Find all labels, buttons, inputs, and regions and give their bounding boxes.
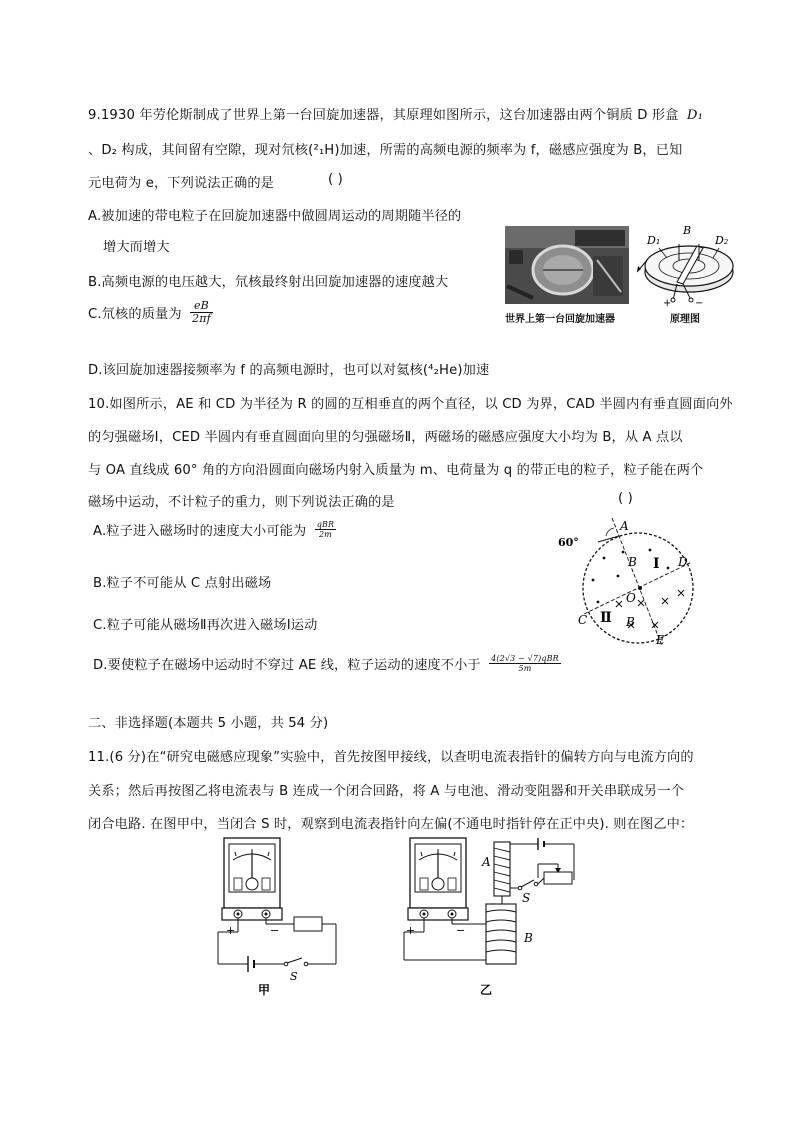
circuit-figure-yi <box>398 836 588 998</box>
q11-line-1: 11.(6 分)在“研究电磁感应现象”实验中，首先按图甲接线，以查明电流表指针的偏转方向与电流方向的 <box>88 750 694 765</box>
jia-caption: 甲 <box>258 983 271 996</box>
label-c: C <box>578 613 588 627</box>
q10-option-d-text: D.要使粒子在磁场中运动时不穿过 AE 线，粒子运动的速度不小于 <box>93 658 481 673</box>
q10-line-3: 与 OA 直线成 60° 角的方向沿圆面向磁场内射入质量为 m、电荷量为 q 的带正电的粒子，粒子能在两个 <box>88 463 704 478</box>
q9-option-a-line-1: A.被加速的带电粒子在回旋加速器中做圆周运动的周期随半径的 <box>88 209 462 224</box>
section-2-heading: 二、非选择题(本题共 5 小题，共 54 分) <box>88 716 329 731</box>
q10-line-2: 的匀强磁场Ⅰ，CED 半圆内有垂直圆面向里的匀强磁场Ⅱ，两磁场的磁感应强度大小均为 B，从 A 点以 <box>88 430 683 445</box>
label-b-region-1: B <box>628 555 637 569</box>
yi-label-s: S <box>522 891 531 905</box>
q9-option-c-fraction <box>190 300 213 325</box>
label-60-degrees: 60° <box>558 536 579 549</box>
q10-line-4 <box>88 491 633 510</box>
q10-line-4-text: 磁场中运动，不计粒子的重力，则下列说法正确的是 <box>88 495 395 510</box>
jia-label-plus: + <box>226 924 236 937</box>
yi-label-plus: + <box>406 924 416 937</box>
q9-line-3-text: 元电荷为 e，下列说法正确的是 <box>88 176 274 191</box>
q10-option-a-denominator: 2m <box>318 530 332 539</box>
q9-line-2: 、D₂ 构成，其间留有空隙，现对氘核(²₁H)加速，所需的高频电源的频率为 f，磁感应强度为 B，已知 <box>88 143 683 158</box>
q9-option-c-denominator: 2πf <box>192 312 211 325</box>
yi-label-b: B <box>524 931 533 945</box>
label-plus: + <box>663 298 672 306</box>
q10-answer-bracket: ( ) <box>618 491 633 506</box>
q9-d1-symbol: D₁ <box>686 108 704 123</box>
q10-option-a-text: A.粒子进入磁场时的速度大小可能为 <box>93 524 307 539</box>
q9-line-3 <box>88 172 343 191</box>
q10-option-c: C.粒子可能从磁场Ⅱ再次进入磁场Ⅰ运动 <box>93 618 318 633</box>
q9-line-1-text: 9.1930 年劳伦斯制成了世界上第一台回旋加速器，其原理如图所示，这台加速器由两个铜质 D 形盒 <box>88 108 679 123</box>
q9-option-c <box>88 300 213 325</box>
q10-option-d <box>93 654 561 673</box>
cyclotron-photo-caption: 世界上第一台回旋加速器 <box>505 314 615 325</box>
magnetic-field-figure <box>558 518 698 648</box>
yi-caption: 乙 <box>480 983 493 997</box>
q10-option-d-numerator: 4(2√3 − √7)qBR <box>491 654 559 663</box>
circuit-figure-jia <box>212 836 352 996</box>
q9-option-b: B.高频电源的电压越大，氘核最终射出回旋加速器的速度越大 <box>88 275 449 290</box>
label-d1: D₁ <box>647 234 661 247</box>
jia-label-minus: − <box>270 924 280 937</box>
q10-option-d-denominator: 5m <box>518 664 532 673</box>
label-region-2: Ⅱ <box>600 610 612 626</box>
q9-line-1 <box>88 104 703 123</box>
label-d2: D₂ <box>715 234 729 247</box>
q10-line-1: 10.如图所示，AE 和 CD 为半径为 R 的圆的互相垂直的两个直径，以 CD 为界，CAD 半圆内有垂直圆面向外 <box>88 397 733 412</box>
label-b-region-2: B <box>626 615 635 629</box>
q10-option-a-fraction <box>315 520 336 539</box>
q10-option-a <box>93 520 336 539</box>
label-d: D <box>678 555 688 569</box>
label-o: O <box>626 591 636 605</box>
label-a: A <box>620 519 629 533</box>
cyclotron-principle-diagram <box>637 220 739 306</box>
q9-option-c-text: C.氘核的质量为 <box>88 307 182 322</box>
jia-label-s: S <box>290 970 298 983</box>
q9-option-d: D.该回旋加速器接频率为 f 的高频电源时，也可以对氦核(⁴₂He)加速 <box>88 363 490 378</box>
label-b: B <box>683 224 692 237</box>
cyclotron-photo <box>505 226 629 304</box>
yi-label-a: A <box>482 855 491 869</box>
label-e: E <box>656 633 665 647</box>
q9-answer-bracket: ( ) <box>328 172 343 187</box>
q11-line-3: 闭合电路. 在图甲中，当闭合 S 时，观察到电流表指针向左偏(不通电时指针停在正中央). 则在图乙中： <box>88 817 694 832</box>
q10-option-a-numerator: qBR <box>316 520 335 529</box>
label-region-1: Ⅰ <box>653 556 660 572</box>
label-minus: − <box>695 298 704 306</box>
q10-option-d-fraction <box>489 654 561 673</box>
q11-line-2: 关系；然后再按图乙将电流表与 B 连成一个闭合回路，将 A 与电池、滑动变阻器和开关串联成另一个 <box>88 784 684 799</box>
q9-option-c-numerator: eB <box>190 300 213 313</box>
q9-option-a-line-2: 增大而增大 <box>103 240 170 255</box>
yi-label-minus: − <box>456 924 466 937</box>
principle-diagram-caption: 原理图 <box>670 314 700 325</box>
q10-option-b: B.粒子不可能从 C 点射出磁场 <box>93 576 272 591</box>
